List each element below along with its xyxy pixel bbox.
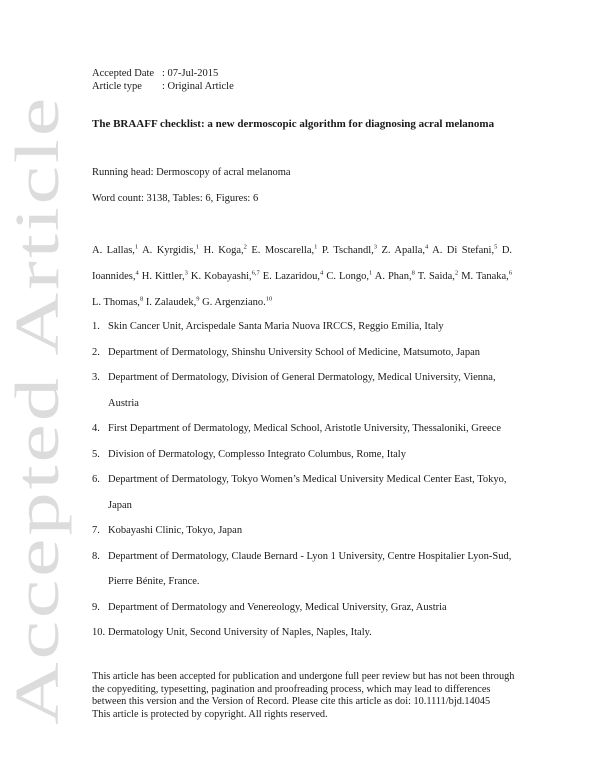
- author-affiliation-marker: 8: [411, 269, 415, 277]
- author-name: H. Kittler,: [141, 271, 185, 282]
- affiliation-text: Dermatology Unit, Second University of Naples, Naples, Italy.: [108, 627, 372, 638]
- article-type-label: Article type: [92, 81, 142, 92]
- acceptance-notice: [92, 671, 522, 721]
- affiliation-text: Department of Dermatology, Claude Bernard - Lyon 1 University, Centre Hospitalier Lyon-Sud, Pierre Bénite, France.: [108, 550, 512, 587]
- author-name: A. Kyrgidis,: [142, 245, 196, 256]
- affiliation-text: Department of Dermatology, Division of General Dermatology, Medical University, Vienna, Austria: [108, 372, 496, 409]
- author: [146, 297, 200, 308]
- author-affiliation-marker: 1: [195, 243, 200, 251]
- affiliation-number: 5.: [92, 448, 100, 460]
- affiliation-number: 6.: [92, 474, 100, 485]
- affiliation-text: First Department of Dermatology, Medical School, Aristotle University, Thessaloniki, Greece: [108, 423, 501, 434]
- affiliation-number: 10.: [92, 627, 106, 638]
- affiliation-item: [92, 620, 512, 646]
- affiliation-text: Department of Dermatology, Shinshu University School of Medicine, Matsumoto, Japan: [108, 346, 481, 358]
- accepted-article-watermark: [0, 90, 80, 730]
- author: [92, 245, 138, 256]
- affiliation-list: [92, 314, 512, 646]
- author-affiliation-marker: 1: [369, 269, 373, 277]
- affiliation-item: [92, 467, 512, 518]
- affiliation-item: [92, 544, 512, 595]
- article-type-row: Article type : Original Article: [92, 81, 234, 92]
- author: [263, 271, 324, 282]
- affiliation-text: Department of Dermatology, Tokyo Women’s Medical University Medical Center East, Tokyo, Japan: [108, 474, 507, 511]
- author-affiliation-marker: 4: [425, 243, 429, 251]
- affiliation-number: 3.: [92, 372, 100, 383]
- word-count: Word count: 3138, Tables: 6, Figures: 6: [92, 193, 259, 204]
- affiliation-number: 7.: [92, 525, 100, 536]
- author: [142, 245, 199, 256]
- author-name: A. Phan,: [374, 271, 412, 282]
- author-name: I. Zalaudek,: [145, 297, 197, 308]
- author-name: G. Argenziano.: [202, 297, 266, 308]
- accepted-date-label: Accepted Date: [92, 68, 155, 79]
- author-affiliation-marker: 5: [494, 243, 498, 251]
- affiliation-number: 1.: [92, 321, 100, 332]
- affiliation-number: 2.: [92, 346, 100, 358]
- author-name: E. Lazaridou,: [262, 271, 321, 282]
- affiliation-item: [92, 340, 512, 366]
- affiliation-number: 4.: [92, 423, 100, 434]
- author-affiliation-marker: 10: [265, 295, 273, 303]
- author-list: [92, 238, 512, 316]
- author-affiliation-marker: 3: [373, 243, 378, 251]
- author: [418, 271, 459, 282]
- accepted-date-value: 07-Jul-2015: [167, 68, 219, 79]
- affiliation-item: [92, 442, 512, 468]
- affiliation-item: [92, 518, 512, 544]
- author-name: K. Kobayashi,: [190, 271, 252, 282]
- article-type-value: Original Article: [167, 81, 234, 92]
- article-metadata: [92, 67, 234, 93]
- affiliation-number: 8.: [92, 550, 100, 562]
- accepted-date-row: Accepted Date : 07-Jul-2015: [92, 68, 219, 79]
- author: [381, 245, 428, 256]
- author-affiliation-marker: 2: [454, 269, 459, 277]
- author: [322, 245, 377, 256]
- author-name: A. Lallas,: [92, 245, 135, 256]
- author: [375, 271, 415, 282]
- affiliation-item: [92, 314, 512, 340]
- running-head: Running head: Dermoscopy of acral melanoma: [92, 167, 291, 178]
- affiliation-item: [92, 365, 512, 416]
- author-affiliation-marker: 2: [243, 243, 247, 251]
- author: [92, 297, 143, 308]
- author-name: Z. Apalla,: [381, 245, 425, 256]
- affiliation-text: Kobayashi Clinic, Tokyo, Japan: [108, 525, 243, 536]
- author-affiliation-marker: 8: [139, 295, 144, 303]
- author-affiliation-marker: 1: [134, 243, 139, 251]
- author-name: P. Tschandl,: [321, 245, 374, 256]
- author-name: T. Saida,: [417, 271, 455, 282]
- copyright-notice: This article is protected by copyright. All rights reserved.: [92, 708, 328, 720]
- author-affiliation-marker: 4: [135, 269, 139, 277]
- affiliation-item: [92, 416, 512, 442]
- author-affiliation-marker: 1: [314, 243, 318, 251]
- author-name: L. Thomas,: [92, 297, 140, 308]
- author-affiliation-marker: 6,7: [251, 269, 260, 277]
- author: [204, 245, 247, 256]
- author: [326, 271, 372, 282]
- author-name: E. Moscarella,: [251, 245, 315, 256]
- author: [142, 271, 188, 282]
- author: [251, 245, 317, 256]
- author-affiliation-marker: 9: [196, 295, 200, 303]
- author: [191, 271, 260, 282]
- watermark-text: Accepted Article: [4, 274, 72, 725]
- author: [461, 271, 512, 282]
- author-name: C. Longo,: [326, 271, 370, 282]
- author-name: A. Di Stefani,: [432, 245, 495, 256]
- author: [432, 245, 497, 256]
- affiliation-item: [92, 595, 512, 621]
- author-name: M. Tanaka,: [461, 271, 509, 282]
- affiliation-text: Skin Cancer Unit, Arcispedale Santa Maria Nuova IRCCS, Reggio Emilia, Italy: [108, 321, 444, 332]
- affiliation-text: Division of Dermatology, Complesso Integrato Columbus, Rome, Italy: [108, 448, 406, 460]
- author-name: H. Koga,: [203, 245, 244, 256]
- author-name: D. Ioannides,: [92, 245, 513, 282]
- peer-review-notice: This article has been accepted for publication and undergone full peer review but has not been through the copyediting, typesetting, pagination and proofreading process, which may lead to differences between this version and the Version of Record. Please cite this article as doi: 10.1111/bjd.14045: [92, 671, 515, 708]
- author: [202, 297, 272, 308]
- affiliation-text: Department of Dermatology and Venereology, Medical University, Graz, Austria: [108, 601, 447, 613]
- author-affiliation-marker: 6: [508, 269, 513, 277]
- author-affiliation-marker: 3: [184, 269, 188, 277]
- affiliation-number: 9.: [92, 601, 100, 613]
- article-title: The BRAAFF checklist: a new dermoscopic algorithm for diagnosing acral melanoma: [92, 118, 495, 130]
- author-affiliation-marker: 4: [320, 269, 324, 277]
